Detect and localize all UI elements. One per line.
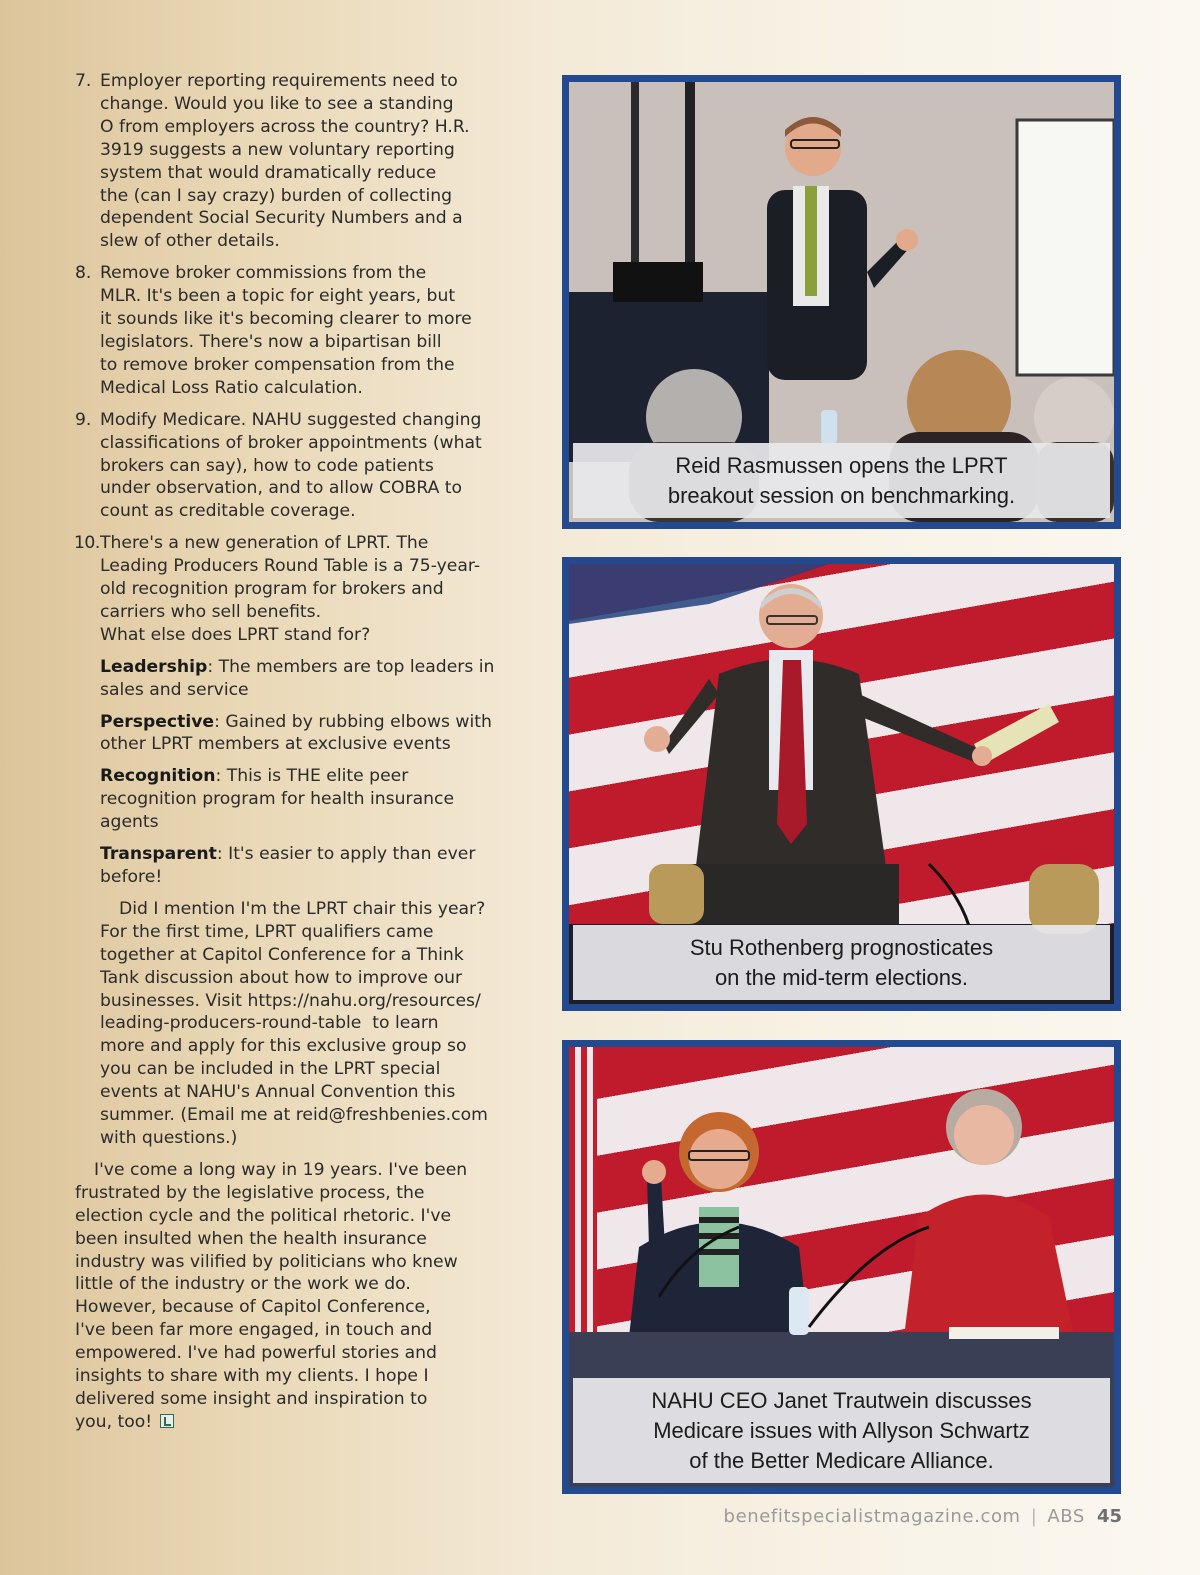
text-line: frustrated by the legislative process, the [75, 1182, 425, 1203]
text-line: I've come a long way in 19 years. I've been [94, 1159, 468, 1180]
term-label: Transparent [100, 844, 217, 865]
list-number: 9. [75, 409, 92, 430]
text-line: election cycle and the political rhetoric. I've [75, 1205, 452, 1226]
text-line: with questions.) [100, 1127, 238, 1148]
text-line: Leading Producers Round Table is a 75-year- [100, 556, 481, 577]
list-number: 8. [75, 263, 92, 284]
text-line: empowered. I've had powerful stories and [75, 1343, 437, 1364]
text-line: summer. (Email me at reid@freshbenies.com [100, 1105, 488, 1126]
text-line: been insulted when the health insurance [75, 1228, 427, 1249]
list-item [75, 262, 530, 399]
term-label: Recognition [100, 766, 216, 787]
photo-trautwein-schwartz [569, 1047, 1114, 1487]
text-line: Did I mention I'm the LPRT chair this year? [119, 898, 486, 919]
closing-paragraph [75, 1159, 530, 1434]
lprt-term-recognition [100, 765, 530, 834]
text-line: O from employers across the country? H.R. [100, 116, 470, 137]
text-line: Employer reporting requirements need to [100, 71, 458, 91]
list-item [75, 532, 530, 1150]
term-text: before! [100, 867, 163, 887]
caption-line: Stu Rothenberg prognosticates [689, 935, 994, 960]
text-line: you can be included in the LPRT special [100, 1059, 441, 1080]
text-line: it sounds like it's becoming clearer to more [100, 309, 472, 330]
text-line: businesses. Visit https://nahu.org/resources/ [100, 990, 481, 1011]
page-number: 45 [1096, 1506, 1122, 1527]
text-line: However, because of Capitol Conference, [75, 1297, 431, 1318]
list-item [75, 70, 530, 253]
text-line: legislators. There's now a bipartisan bill [100, 331, 442, 352]
footer-site-link[interactable]: benefitspecialistmagazine.com [723, 1506, 1021, 1527]
lprt-term-perspective [100, 711, 530, 757]
caption-line: NAHU CEO Janet Trautwein discusses [651, 1388, 1032, 1413]
list-text [100, 409, 530, 524]
text-line: Medical Loss Ratio calculation. [100, 377, 363, 398]
text-line: For the first time, LPRT qualifiers came [100, 921, 434, 942]
text-line: slew of other details. [100, 231, 280, 252]
text-line: Remove broker commissions from the [100, 263, 427, 284]
photo-frame-1 [562, 75, 1121, 529]
list-number: 7. [75, 71, 92, 91]
text-line: There's a new generation of LPRT. The [100, 533, 429, 554]
term-label: Perspective [100, 711, 215, 732]
term-text: sales and service [100, 679, 249, 700]
list-text [100, 262, 530, 399]
text-line: the (can I say crazy) burden of collecting [100, 185, 453, 206]
text-line: dependent Social Security Numbers and a [100, 208, 463, 229]
text-line: little of the industry or the work we do. [75, 1274, 411, 1295]
text-line: What else does LPRT stand for? [100, 624, 371, 645]
term-text: other LPRT members at exclusive events [100, 734, 451, 755]
text-line: carriers who sell benefits. [100, 601, 322, 622]
text-line: events at NAHU's Annual Convention this [100, 1082, 456, 1103]
text-line: together at Capitol Conference for a Think [100, 944, 464, 965]
caption-line: on the mid-term elections. [714, 965, 969, 990]
text-line: brokers can say), how to code patients [100, 455, 434, 476]
text-line: insights to share with my clients. I hope I [75, 1366, 429, 1387]
footer-section: ABS [1047, 1506, 1085, 1527]
photo-caption-1 [573, 443, 1110, 518]
term-text: : The members are top leaders in [207, 656, 495, 677]
text-line: I've been far more engaged, in touch and [75, 1320, 433, 1341]
text-line: classifications of broker appointments (what [100, 432, 482, 453]
term-text: recognition program for health insurance [100, 789, 455, 810]
page-footer [724, 1506, 1122, 1527]
lprt-paragraph [100, 898, 530, 1150]
list-number: 10. [74, 533, 100, 554]
photo-reid-rasmussen [569, 82, 1114, 522]
term-text: : It's easier to apply than ever [216, 844, 476, 865]
list-item [75, 409, 530, 524]
text-line: 3919 suggests a new voluntary reporting [100, 139, 455, 160]
caption-line: of the Better Medicare Alliance. [689, 1448, 994, 1473]
photo-caption-3 [573, 1378, 1110, 1483]
term-text: : Gained by rubbing elbows with [214, 711, 492, 732]
text-line: more and apply for this exclusive group so [100, 1036, 467, 1057]
lprt-term-leadership [100, 656, 530, 702]
photo-stu-rothenberg [569, 564, 1114, 1004]
term-label: Leadership [100, 656, 208, 677]
text-line [75, 1411, 530, 1434]
list-text [100, 532, 530, 1150]
text-line: to remove broker compensation from the [100, 354, 455, 375]
photo-caption-2 [573, 925, 1110, 1000]
text-line: system that would dramatically reduce [100, 162, 437, 183]
footer-separator: | [1030, 1506, 1038, 1527]
text-line: delivered some insight and inspiration to [75, 1388, 428, 1409]
text-line: count as creditable coverage. [100, 501, 356, 522]
text-line: industry was vilified by politicians who knew [75, 1251, 458, 1272]
article-column [75, 70, 530, 1434]
caption-line: Medicare issues with Allyson Schwartz [653, 1418, 1030, 1443]
photo-frame-2 [562, 557, 1121, 1011]
text-line: old recognition program for brokers and [100, 579, 444, 600]
text-line: MLR. It's been a topic for eight years, but [100, 286, 456, 307]
text-line: leading-producers-round-table to learn [100, 1013, 439, 1034]
text-line: Modify Medicare. NAHU suggested changing [100, 409, 482, 430]
lprt-term-transparent [100, 843, 530, 889]
abs-end-mark-icon [160, 1414, 174, 1428]
photo-frame-3 [562, 1040, 1121, 1494]
term-text: agents [100, 812, 159, 833]
text-line-end: you, too! [75, 1411, 153, 1432]
list-text [100, 70, 530, 253]
caption-line: breakout session on benchmarking. [667, 483, 1016, 508]
text-line: change. Would you like to see a standing [100, 93, 454, 114]
text-line: Tank discussion about how to improve our [100, 967, 463, 988]
term-text: : This is THE elite peer [215, 766, 409, 787]
text-line: under observation, and to allow COBRA to [100, 478, 463, 499]
caption-line: Reid Rasmussen opens the LPRT [675, 453, 1008, 478]
